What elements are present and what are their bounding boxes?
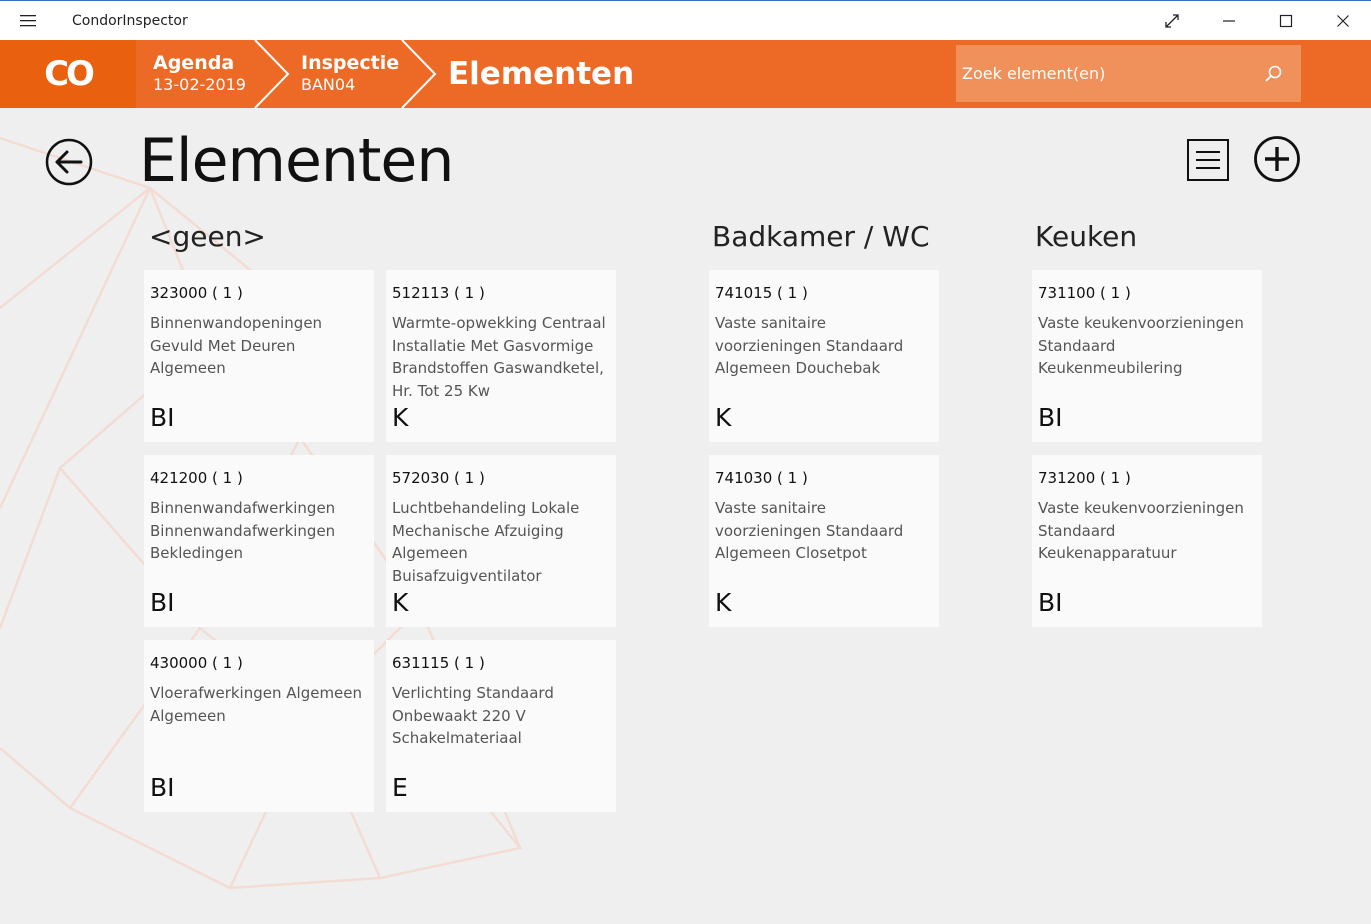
- element-description: Vaste sanitaire voorzieningen Standaard Algemeen Douchebak: [715, 314, 904, 377]
- element-card[interactable]: [1032, 455, 1262, 627]
- group-title-badkamer-wc: Badkamer / WC: [712, 220, 930, 253]
- element-category: E: [392, 773, 408, 802]
- element-category: BI: [150, 588, 175, 617]
- search-input[interactable]: [956, 45, 1245, 102]
- element-description: Vaste keukenvoorzieningen Standaard Keukenmeubilering: [1038, 314, 1244, 377]
- breadcrumb-current: Elementen: [448, 56, 635, 92]
- element-description: Verlichting Standaard Onbewaakt 220 V Schakelmateriaal: [392, 684, 554, 747]
- element-code: 512113 ( 1 ): [392, 284, 485, 302]
- navigation-bar: [0, 40, 1371, 108]
- element-code: 741030 ( 1 ): [715, 469, 808, 487]
- element-card[interactable]: [386, 270, 616, 442]
- breadcrumb-agenda[interactable]: [153, 40, 246, 108]
- element-code: 731100 ( 1 ): [1038, 284, 1131, 302]
- element-code: 631115 ( 1 ): [392, 654, 485, 672]
- maximize-icon[interactable]: [1257, 1, 1314, 41]
- element-card[interactable]: [709, 270, 939, 442]
- breadcrumb-inspectie-title: Inspectie: [301, 52, 400, 74]
- chevron-right-icon: [252, 40, 292, 108]
- element-category: K: [715, 403, 732, 432]
- element-code: 741015 ( 1 ): [715, 284, 808, 302]
- plus-circle-icon[interactable]: [1253, 135, 1301, 183]
- element-card[interactable]: [144, 455, 374, 627]
- list-view-icon: [1196, 151, 1220, 153]
- element-description: Luchtbehandeling Lokale Mechanische Afzuiging Algemeen Buisafzuigventilator: [392, 499, 580, 585]
- app-logo[interactable]: [0, 40, 136, 108]
- page-title: Elementen: [139, 126, 454, 196]
- element-category: BI: [1038, 588, 1063, 617]
- element-category: BI: [150, 773, 175, 802]
- element-card[interactable]: [1032, 270, 1262, 442]
- list-view-icon: [1196, 167, 1220, 169]
- element-description: Vaste sanitaire voorzieningen Standaard Algemeen Closetpot: [715, 499, 904, 562]
- element-card[interactable]: [386, 455, 616, 627]
- element-category: K: [392, 588, 409, 617]
- group-title-geen: <geen>: [149, 220, 266, 253]
- chevron-right-icon: [399, 40, 439, 108]
- search-box: [956, 45, 1301, 102]
- list-view-button[interactable]: [1187, 139, 1229, 181]
- minimize-icon[interactable]: [1200, 1, 1257, 41]
- app-title: CondorInspector: [72, 12, 188, 29]
- element-category: K: [715, 588, 732, 617]
- element-card[interactable]: [709, 455, 939, 627]
- breadcrumb-inspectie[interactable]: [301, 40, 399, 108]
- breadcrumb-agenda-date: 13-02-2019: [153, 75, 246, 94]
- element-code: 323000 ( 1 ): [150, 284, 243, 302]
- logo-text: CO: [44, 54, 92, 94]
- list-view-icon: [1196, 159, 1220, 161]
- element-card[interactable]: [144, 640, 374, 812]
- group-title-keuken: Keuken: [1035, 220, 1138, 253]
- element-code: 430000 ( 1 ): [150, 654, 243, 672]
- element-description: Warmte-opwekking Centraal Installatie Met Gasvormige Brandstoffen Gaswandketel, Hr. Tot 25 Kw: [392, 314, 606, 400]
- title-bar: [0, 0, 1371, 40]
- expand-icon[interactable]: [1143, 1, 1200, 41]
- element-code: 731200 ( 1 ): [1038, 469, 1131, 487]
- element-category: BI: [1038, 403, 1063, 432]
- element-description: Binnenwandopeningen Gevuld Met Deuren Algemeen: [150, 314, 323, 377]
- search-button[interactable]: [1245, 45, 1301, 102]
- window-controls: [1143, 1, 1371, 41]
- element-category: K: [392, 403, 409, 432]
- element-description: Vloerafwerkingen Algemeen Algemeen: [150, 684, 363, 725]
- element-code: 421200 ( 1 ): [150, 469, 243, 487]
- element-code: 572030 ( 1 ): [392, 469, 485, 487]
- arrow-left-circle-icon[interactable]: [44, 137, 94, 187]
- close-icon[interactable]: [1314, 1, 1371, 41]
- hamburger-icon[interactable]: [0, 1, 56, 41]
- element-description: Vaste keukenvoorzieningen Standaard Keukenapparatuur: [1038, 499, 1244, 562]
- element-category: BI: [150, 403, 175, 432]
- element-description: Binnenwandafwerkingen Binnenwandafwerkingen Bekledingen: [150, 499, 336, 562]
- element-card[interactable]: [386, 640, 616, 812]
- search-icon: [1263, 64, 1283, 84]
- breadcrumb-inspectie-code: BAN04: [301, 75, 356, 94]
- element-card[interactable]: [144, 270, 374, 442]
- breadcrumb-agenda-title: Agenda: [153, 52, 235, 74]
